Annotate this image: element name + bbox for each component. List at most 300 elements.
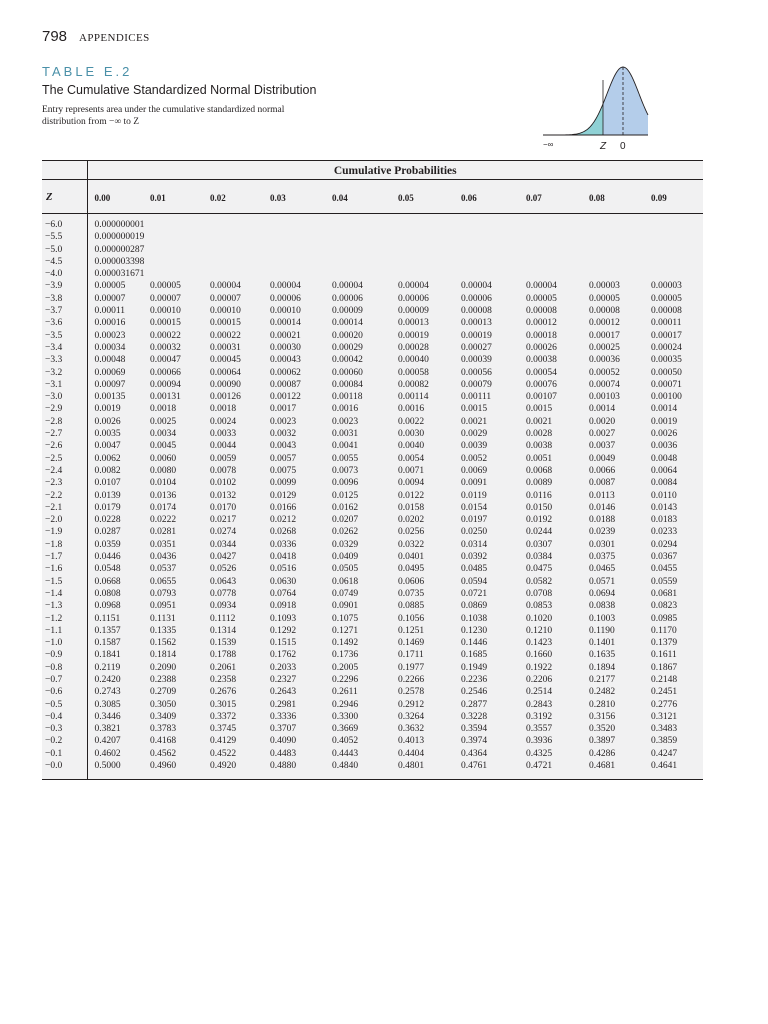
probability-cell: 0.00009 [398, 306, 429, 317]
probability-cell: 0.00007 [210, 293, 241, 304]
probability-cell: 0.1292 [270, 625, 297, 636]
probability-cell: 0.00021 [270, 330, 301, 341]
probability-cell: 0.3300 [332, 711, 359, 722]
probability-cell [210, 231, 270, 243]
probability-cell [589, 231, 651, 243]
probability-cell: 0.0026 [87, 416, 150, 428]
probability-cell: 0.4641 [651, 761, 678, 772]
probability-cell: 0.0019 [87, 403, 150, 415]
probability-cell [589, 214, 651, 232]
probability-cell [210, 256, 270, 268]
z-value-cell: −0.0 [45, 761, 63, 772]
probability-cell: 0.0401 [398, 552, 425, 563]
probability-cell: 0.0344 [210, 539, 237, 550]
probability-cell: 0.0068 [526, 465, 553, 476]
probability-cell: 0.1685 [461, 650, 488, 661]
probability-cell: 0.0322 [398, 539, 425, 550]
probability-cell: 0.00064 [210, 367, 241, 378]
table-row [42, 490, 703, 502]
probability-cell: 0.0256 [398, 527, 425, 538]
probability-cell: 0.0016 [398, 404, 425, 415]
table-row [42, 367, 703, 379]
probability-cell [210, 268, 270, 280]
table-row [42, 214, 703, 232]
probability-cell: 0.1660 [526, 650, 553, 661]
probability-cell: 0.2033 [270, 662, 297, 673]
probability-cell: 0.3897 [589, 736, 616, 747]
table-row [42, 637, 703, 649]
probability-cell: 0.0853 [526, 601, 553, 612]
probability-cell: 0.00006 [461, 293, 492, 304]
probability-cell: 0.0018 [210, 404, 237, 415]
probability-cell [270, 256, 332, 268]
probability-cell [461, 214, 526, 232]
probability-cell: 0.00090 [210, 379, 241, 390]
table-note: Entry represents area under the cumulative standardized normal distribution from −∞ to Z [42, 105, 285, 127]
probability-cell: 0.0375 [589, 552, 616, 563]
probability-cell: 0.2420 [87, 674, 150, 686]
table-row [42, 268, 703, 280]
probability-cell: 0.00006 [270, 293, 301, 304]
probability-cell: 0.2482 [589, 687, 616, 698]
probability-cell: 0.00019 [398, 330, 429, 341]
probability-cell: 0.0281 [150, 527, 177, 538]
page-header [42, 28, 150, 46]
table-row [42, 539, 703, 551]
probability-cell: 0.0559 [651, 576, 678, 587]
probability-cell: 0.0630 [270, 576, 297, 587]
probability-cell: 0.0951 [150, 601, 177, 612]
probability-cell: 0.00100 [651, 392, 682, 403]
probability-cell: 0.00010 [210, 306, 241, 317]
probability-cell: 0.0073 [332, 465, 359, 476]
probability-cell: 0.1151 [87, 613, 150, 625]
z-value-cell: −3.3 [45, 355, 63, 366]
z-axis-label: Z [600, 141, 607, 152]
probability-cell: 0.0136 [150, 490, 177, 501]
probability-cell: 0.00054 [526, 367, 557, 378]
probability-cell: 0.00050 [651, 367, 682, 378]
probability-cell: 0.0301 [589, 539, 616, 550]
table-row [42, 465, 703, 477]
probability-cell: 0.0084 [651, 478, 678, 489]
probability-cell: 0.0351 [150, 539, 177, 550]
probability-cell: 0.0274 [210, 527, 237, 538]
probability-cell: 0.0174 [150, 502, 177, 513]
probability-cell: 0.0708 [526, 588, 553, 599]
probability-cell: 0.00023 [87, 330, 150, 342]
probability-cell: 0.0314 [461, 539, 488, 550]
probability-cell: 0.0197 [461, 515, 488, 526]
probability-cell: 0.0045 [150, 441, 177, 452]
probability-cell: 0.00032 [150, 342, 181, 353]
probability-cell: 0.0015 [461, 404, 488, 415]
table-row [42, 428, 703, 440]
probability-cell: 0.00017 [589, 330, 620, 341]
table-row [42, 760, 703, 779]
probability-cell: 0.1788 [210, 650, 237, 661]
probability-cell: 0.00062 [270, 367, 301, 378]
probability-cell: 0.0465 [589, 564, 616, 575]
probability-cell: 0.0014 [651, 404, 678, 415]
column-header: 0.01 [150, 180, 210, 214]
z-value-cell: −6.0 [45, 220, 63, 230]
z-column-header: Z [42, 180, 87, 214]
probability-cell: 0.3228 [461, 711, 488, 722]
probability-cell: 0.4801 [398, 761, 425, 772]
probability-cell: 0.4602 [87, 748, 150, 760]
probability-cell: 0.1335 [150, 625, 177, 636]
probability-cell: 0.2177 [589, 674, 616, 685]
z-value-cell: −2.7 [45, 429, 63, 440]
probability-cell: 0.1314 [210, 625, 237, 636]
probability-cell: 0.000000001 [87, 214, 150, 232]
probability-cell: 0.00045 [210, 355, 241, 366]
probability-cell: 0.00005 [150, 281, 181, 292]
probability-cell: 0.0040 [398, 441, 425, 452]
probability-cell: 0.0139 [87, 490, 150, 502]
probability-cell: 0.1762 [270, 650, 297, 661]
z-value-cell: −1.2 [45, 613, 63, 624]
probability-cell: 0.0217 [210, 515, 237, 526]
table-row [42, 244, 703, 256]
probability-cell: 0.0475 [526, 564, 553, 575]
probability-cell: 0.00126 [210, 392, 241, 403]
probability-cell: 0.1251 [398, 625, 425, 636]
probability-cell: 0.4522 [210, 748, 237, 759]
probability-cell: 0.00056 [461, 367, 492, 378]
probability-cell [398, 231, 461, 243]
probability-cell: 0.00013 [398, 318, 429, 329]
table-row [42, 502, 703, 514]
probability-cell: 0.00043 [270, 355, 301, 366]
table-row [42, 625, 703, 637]
z-value-cell: −2.8 [45, 416, 63, 427]
z-value-cell: −0.2 [45, 736, 63, 747]
probability-cell: 0.3974 [461, 736, 488, 747]
probability-cell: 0.3192 [526, 711, 553, 722]
z-value-cell: −2.9 [45, 404, 63, 415]
probability-cell: 0.00022 [150, 330, 181, 341]
probability-cell: 0.0485 [461, 564, 488, 575]
probability-cell: 0.0055 [332, 453, 359, 464]
z-value-cell: −0.1 [45, 748, 63, 759]
table-row [42, 305, 703, 317]
probability-cell: 0.2296 [332, 674, 359, 685]
probability-cell: 0.4247 [651, 748, 678, 759]
probability-cell: 0.00005 [87, 280, 150, 292]
probability-cell: 0.3264 [398, 711, 425, 722]
probability-cell: 0.00027 [461, 342, 492, 353]
probability-cell: 0.0427 [210, 552, 237, 563]
probability-cell: 0.0018 [150, 404, 177, 415]
probability-cell: 0.1003 [589, 613, 616, 624]
probability-cell: 0.0212 [270, 515, 297, 526]
probability-cell: 0.0028 [526, 429, 553, 440]
probability-cell: 0.0027 [589, 429, 616, 440]
probability-cell: 0.1190 [589, 625, 615, 636]
probability-cell: 0.1230 [461, 625, 488, 636]
probability-cell: 0.0526 [210, 564, 237, 575]
column-header: 0.07 [526, 180, 589, 214]
probability-cell: 0.00003 [651, 281, 682, 292]
probability-cell: 0.2451 [651, 687, 678, 698]
probability-cell: 0.000003398 [87, 256, 150, 268]
table-row [42, 662, 703, 674]
probability-cell: 0.4483 [270, 748, 297, 759]
probability-cell: 0.0026 [651, 429, 678, 440]
table-row [42, 416, 703, 428]
table-row [42, 403, 703, 415]
table-row [42, 354, 703, 366]
probability-cell: 0.0287 [87, 526, 150, 538]
probability-cell: 0.3745 [210, 724, 237, 735]
z-value-cell: −0.9 [45, 650, 63, 661]
table-row [42, 280, 703, 292]
probability-cell: 0.00118 [332, 392, 363, 403]
z-value-cell: −4.5 [45, 256, 63, 267]
probability-cell: 0.00069 [87, 367, 150, 379]
probability-cell: 0.0032 [270, 429, 297, 440]
probability-cell: 0.2810 [589, 699, 616, 710]
probability-cell: 0.0968 [87, 600, 150, 612]
probability-cell: 0.00017 [651, 330, 682, 341]
probability-cell: 0.1922 [526, 662, 553, 673]
probability-cell: 0.0918 [270, 601, 297, 612]
column-header: 0.08 [589, 180, 651, 214]
z-value-cell: −1.0 [45, 638, 63, 649]
table-title: The Cumulative Standardized Normal Distribution [42, 83, 317, 97]
probability-cell [461, 244, 526, 256]
probability-cell: 0.1539 [210, 638, 237, 649]
probability-cell [651, 231, 703, 243]
probability-cell: 0.1977 [398, 662, 425, 673]
probability-cell: 0.00060 [332, 367, 363, 378]
probability-cell: 0.0359 [87, 539, 150, 551]
probability-cell: 0.0023 [270, 416, 297, 427]
probability-cell: 0.0735 [398, 588, 425, 599]
probability-cell: 0.0064 [651, 465, 678, 476]
probability-cell: 0.3446 [87, 711, 150, 723]
probability-cell: 0.3121 [651, 711, 678, 722]
probability-cell: 0.0019 [651, 416, 678, 427]
z-value-cell: −1.7 [45, 552, 63, 563]
probability-cell: 0.4286 [589, 748, 616, 759]
probability-cell: 0.0122 [398, 490, 425, 501]
probability-cell: 0.0029 [461, 429, 488, 440]
probability-cell [150, 256, 210, 268]
probability-cell: 0.3336 [270, 711, 297, 722]
probability-cell: 0.0418 [270, 552, 297, 563]
super-header: Cumulative Probabilities [87, 161, 703, 180]
probability-cell: 0.1635 [589, 650, 616, 661]
probability-cell: 0.0582 [526, 576, 553, 587]
probability-cell: 0.0034 [150, 429, 177, 440]
probability-cell: 0.4840 [332, 761, 359, 772]
probability-cell: 0.0047 [87, 440, 150, 452]
probability-cell: 0.00076 [526, 379, 557, 390]
probability-cell: 0.0094 [398, 478, 425, 489]
probability-cell: 0.1423 [526, 638, 553, 649]
z-value-cell: −1.8 [45, 539, 63, 550]
probability-cell: 0.0049 [589, 453, 616, 464]
column-header: 0.05 [398, 180, 461, 214]
probability-cell: 0.2776 [651, 699, 678, 710]
probability-cell: 0.0016 [332, 404, 359, 415]
probability-cell: 0.1056 [398, 613, 425, 624]
probability-cell: 0.2877 [461, 699, 488, 710]
probability-cell: 0.4207 [87, 735, 150, 747]
probability-cell: 0.2090 [150, 662, 177, 673]
z-value-cell: −0.7 [45, 674, 63, 685]
probability-cell: 0.0192 [526, 515, 553, 526]
column-header: 0.02 [210, 180, 270, 214]
probability-cell: 0.00007 [87, 293, 150, 305]
z-value-cell: −3.0 [45, 392, 63, 403]
probability-cell: 0.00003 [589, 281, 620, 292]
probability-cell: 0.5000 [87, 760, 150, 779]
probability-cell: 0.0537 [150, 564, 177, 575]
probability-cell: 0.0129 [270, 490, 297, 501]
column-header: 0.04 [332, 180, 398, 214]
probability-cell: 0.0548 [87, 563, 150, 575]
probability-cell: 0.00058 [398, 367, 429, 378]
probability-cell: 0.0051 [526, 453, 553, 464]
table-row [42, 330, 703, 342]
probability-cell [150, 244, 210, 256]
table-row [42, 723, 703, 735]
probability-cell: 0.0618 [332, 576, 359, 587]
probability-cell: 0.1587 [87, 637, 150, 649]
probability-cell: 0.1379 [651, 638, 678, 649]
probability-cell [651, 244, 703, 256]
probability-cell: 0.4090 [270, 736, 297, 747]
probability-cell: 0.00074 [589, 379, 620, 390]
probability-cell: 0.00004 [398, 281, 429, 292]
probability-cell: 0.0505 [332, 564, 359, 575]
probability-cell: 0.0035 [87, 428, 150, 440]
probability-cell: 0.0869 [461, 601, 488, 612]
probability-cell [589, 268, 651, 280]
probability-cell [526, 268, 589, 280]
probability-cell: 0.4404 [398, 748, 425, 759]
probability-cell: 0.3936 [526, 736, 553, 747]
probability-cell: 0.0808 [87, 588, 150, 600]
z-value-cell: −3.5 [45, 330, 63, 341]
probability-cell: 0.0022 [398, 416, 425, 427]
probability-cell: 0.0606 [398, 576, 425, 587]
z-value-cell: −2.2 [45, 490, 63, 501]
probability-cell: 0.4364 [461, 748, 488, 759]
probability-cell: 0.0025 [150, 416, 177, 427]
probability-cell: 0.0329 [332, 539, 359, 550]
probability-cell: 0.0021 [461, 416, 488, 427]
probability-cell: 0.2611 [332, 687, 358, 698]
table-row [42, 317, 703, 329]
z-value-cell: −3.1 [45, 379, 63, 390]
table-row [42, 699, 703, 711]
probability-cell: 0.0571 [589, 576, 616, 587]
probability-cell: 0.0014 [589, 404, 616, 415]
probability-cell [210, 244, 270, 256]
probability-cell: 0.0392 [461, 552, 488, 563]
z-value-cell: −0.4 [45, 711, 63, 722]
probability-cell: 0.3821 [87, 723, 150, 735]
table-label: TABLE E.2 [42, 64, 133, 79]
probability-cell: 0.0071 [398, 465, 425, 476]
probability-cell: 0.00011 [651, 318, 682, 329]
probability-cell: 0.1112 [210, 613, 236, 624]
table-row [42, 613, 703, 625]
probability-cell: 0.00094 [150, 379, 181, 390]
probability-cell: 0.0021 [526, 416, 553, 427]
probability-cell [270, 214, 332, 232]
probability-cell: 0.00087 [270, 379, 301, 390]
probability-cell [651, 214, 703, 232]
probability-cell: 0.0643 [210, 576, 237, 587]
probability-cell: 0.0089 [526, 478, 553, 489]
probability-cell: 0.0119 [461, 490, 487, 501]
table-row [42, 748, 703, 760]
z-value-cell: −1.5 [45, 576, 63, 587]
probability-cell: 0.1271 [332, 625, 359, 636]
probability-cell: 0.00006 [398, 293, 429, 304]
probability-cell: 0.0934 [210, 601, 237, 612]
probability-cell: 0.4325 [526, 748, 553, 759]
probability-cell: 0.1949 [461, 662, 488, 673]
probability-cell: 0.00004 [270, 281, 301, 292]
z-value-cell: −2.1 [45, 502, 63, 513]
probability-cell: 0.00018 [526, 330, 557, 341]
probability-cell: 0.0057 [270, 453, 297, 464]
probability-cell [332, 256, 398, 268]
probability-cell [526, 214, 589, 232]
probability-cell: 0.0154 [461, 502, 488, 513]
z-value-cell: −2.4 [45, 465, 63, 476]
probability-cell [150, 268, 210, 280]
probability-cell: 0.0059 [210, 453, 237, 464]
probability-cell: 0.0080 [150, 465, 177, 476]
probability-cell: 0.0150 [526, 502, 553, 513]
probability-cell: 0.0166 [270, 502, 297, 513]
probability-cell: 0.4168 [150, 736, 177, 747]
probability-cell: 0.00111 [461, 392, 492, 403]
probability-cell: 0.0146 [589, 502, 616, 513]
probability-cell: 0.3372 [210, 711, 237, 722]
probability-cell: 0.0036 [651, 441, 678, 452]
probability-cell [398, 214, 461, 232]
probability-cell: 0.1562 [150, 638, 177, 649]
probability-cell: 0.0721 [461, 588, 488, 599]
probability-cell [526, 256, 589, 268]
probability-cell: 0.0336 [270, 539, 297, 550]
table-row [42, 514, 703, 526]
probability-cell: 0.0764 [270, 588, 297, 599]
probability-cell: 0.0188 [589, 515, 616, 526]
probability-cell: 0.00082 [398, 379, 429, 390]
probability-cell: 0.0062 [87, 453, 150, 465]
table-row [42, 711, 703, 723]
column-header: 0.09 [651, 180, 703, 214]
probability-cell: 0.00026 [526, 342, 557, 353]
zero-axis-label: 0 [620, 141, 626, 152]
probability-cell: 0.0179 [87, 502, 150, 514]
z-value-cell: −2.5 [45, 453, 63, 464]
probability-cell: 0.00114 [398, 392, 429, 403]
probability-cell: 0.00020 [332, 330, 363, 341]
z-value-cell: −1.6 [45, 564, 63, 575]
probability-cell: 0.2546 [461, 687, 488, 698]
